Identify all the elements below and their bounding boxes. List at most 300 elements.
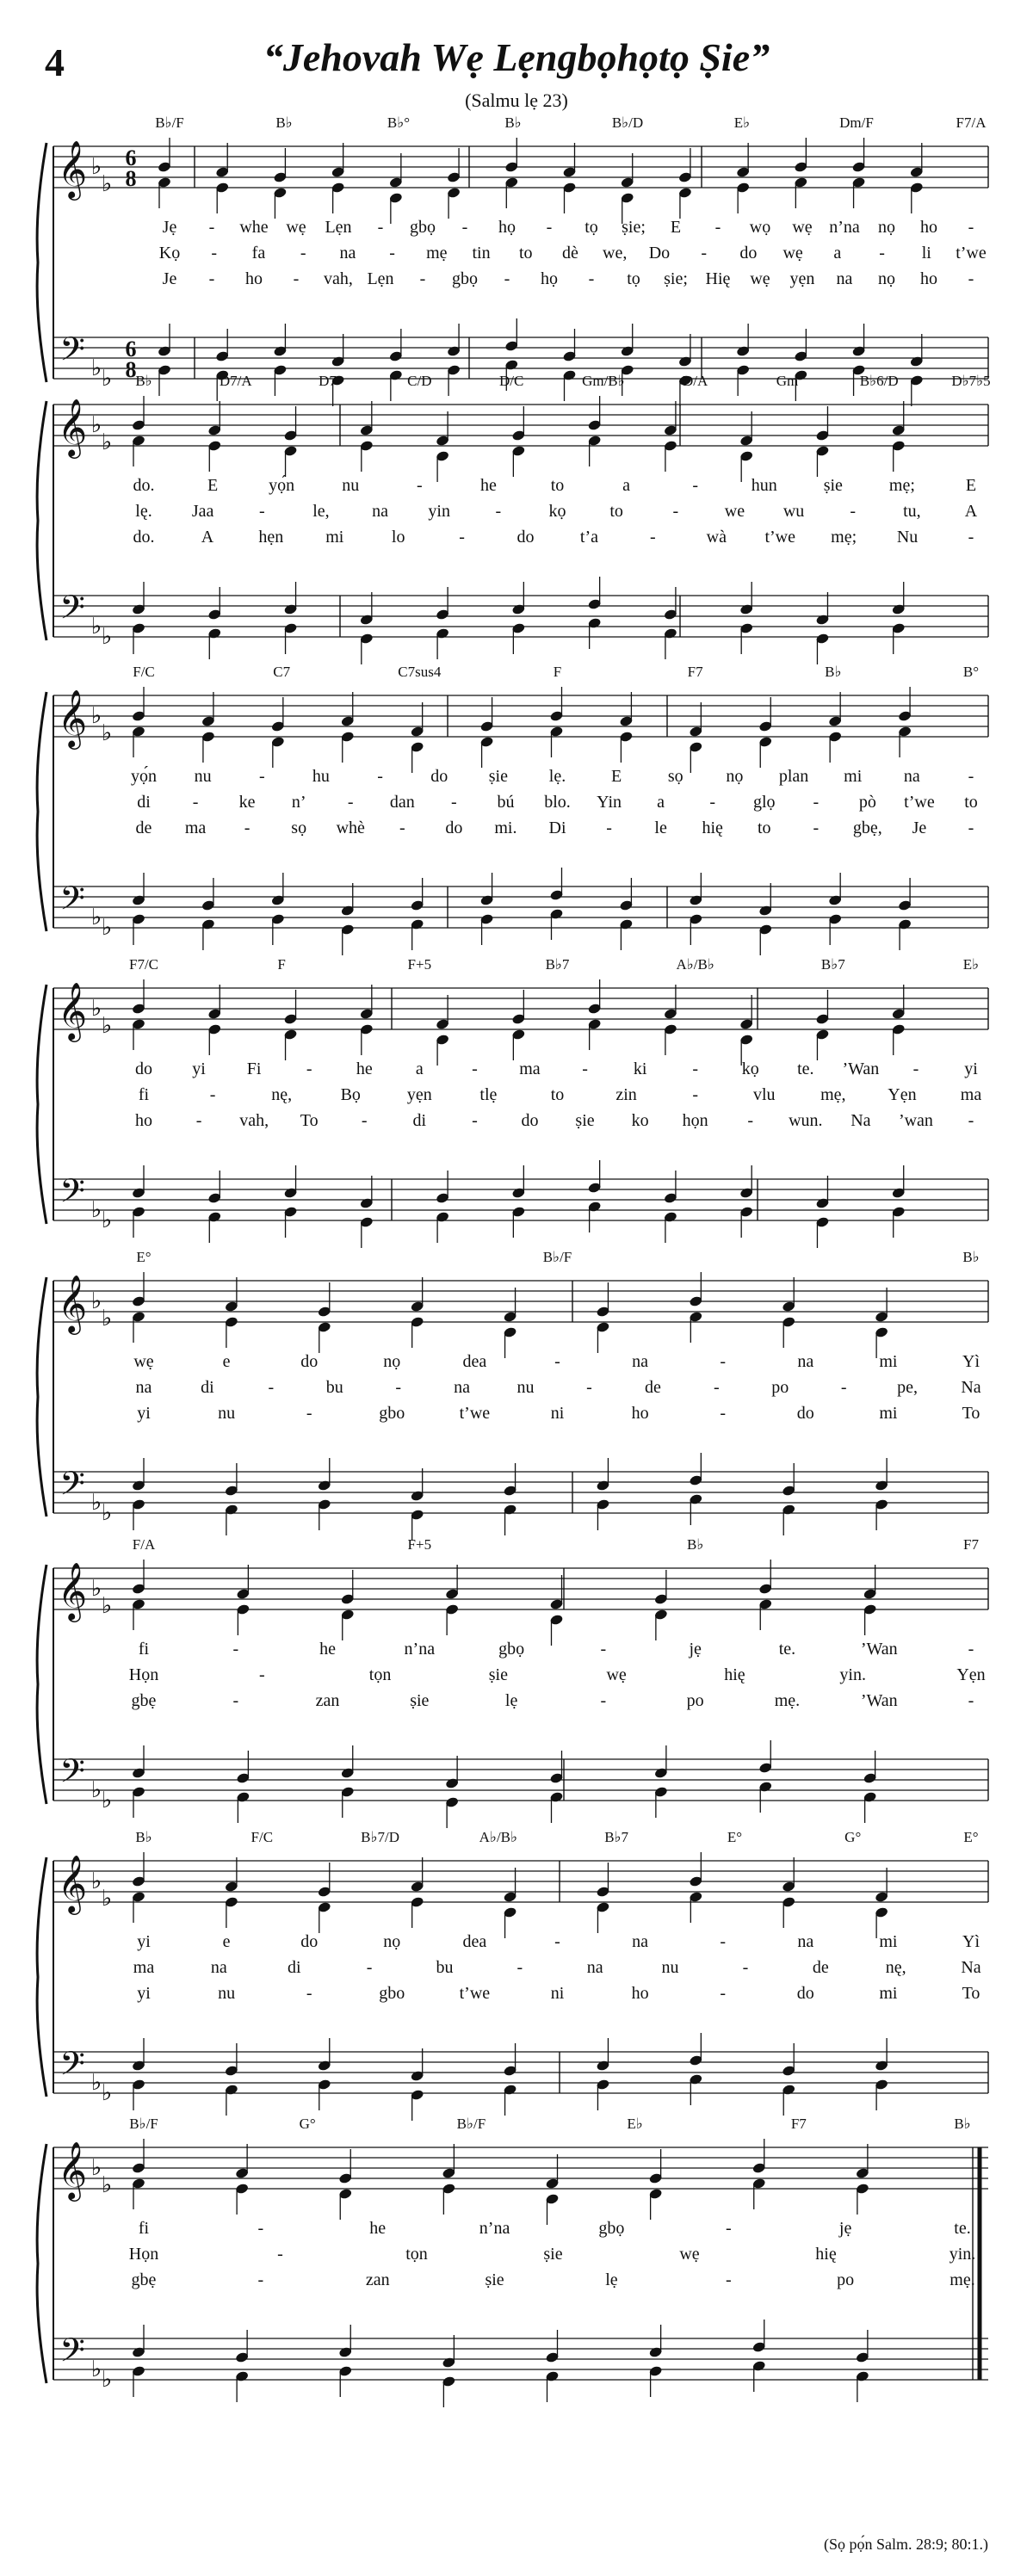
lyric-hyphen: - xyxy=(672,502,679,521)
lyric-syllable: Yẹn xyxy=(956,1665,986,1684)
lyric-syllable: lo xyxy=(391,528,405,547)
system-brace xyxy=(37,143,46,382)
lyric-syllable: tọ xyxy=(585,218,598,237)
lyric-syllable: kọ xyxy=(741,1059,759,1078)
lyric-syllable: A xyxy=(201,528,214,547)
lyric-hyphen: - xyxy=(606,819,612,837)
lyric-hyphen: - xyxy=(495,502,502,521)
lyric-syllable: ma xyxy=(133,1958,155,1977)
lyric-syllable: Kọ xyxy=(158,244,181,263)
lyric-syllable: pò xyxy=(858,793,876,812)
lyric-hyphen: - xyxy=(720,1352,727,1371)
treble-clef: 𝄞 xyxy=(57,2142,88,2198)
lyric-syllable: n’na xyxy=(479,2219,510,2238)
chord-symbol: B♭ xyxy=(275,114,293,131)
time-signature-bottom-bass: 8 xyxy=(125,357,137,382)
lyric-syllable: nę, xyxy=(885,1958,906,1977)
lyric-hyphen: - xyxy=(208,218,215,237)
lyric-hyphen: - xyxy=(472,1111,478,1130)
lyric-syllable: Yin xyxy=(597,793,622,812)
lyric-hyphen: - xyxy=(472,1059,478,1078)
chord-symbol: B♭ xyxy=(954,2116,971,2132)
key-flat-b: ♭ xyxy=(90,412,102,437)
lyric-hyphen: - xyxy=(701,244,708,263)
lyric-hyphen: - xyxy=(399,819,405,837)
lyric-syllable: te. xyxy=(954,2219,971,2238)
lyric-syllable: e xyxy=(222,1932,231,1951)
lyric-syllable: e xyxy=(222,1352,231,1371)
key-flat-b-bass: ♭ xyxy=(90,2357,102,2381)
lyric-syllable: ni xyxy=(550,1984,565,2003)
chord-symbol: D/A xyxy=(683,373,708,389)
lyric-syllable: ṣie xyxy=(485,2270,504,2289)
key-flat-b-bass: ♭ xyxy=(90,2070,102,2095)
system-brace xyxy=(37,1565,46,1804)
lyric-syllable: na xyxy=(632,1352,649,1371)
treble-clef: 𝄞 xyxy=(57,1563,88,1619)
chord-symbol: E° xyxy=(136,1249,152,1265)
lyric-syllable: to xyxy=(550,476,565,495)
lyric-syllable: Na xyxy=(851,1111,871,1130)
lyric-hyphen: - xyxy=(968,767,974,786)
lyric-hyphen: - xyxy=(377,767,383,786)
lyric-syllable: nu xyxy=(218,1984,236,2003)
chord-symbol: F/A xyxy=(132,1536,156,1553)
key-flat-b-bass: ♭ xyxy=(90,614,102,639)
lyric-syllable: yi xyxy=(192,1059,206,1078)
lyric-syllable: n’na xyxy=(404,1640,436,1659)
lyric-syllable: sọ xyxy=(291,819,307,837)
chord-symbol: F7 xyxy=(790,2116,807,2132)
lyric-syllable: họ xyxy=(541,269,558,288)
lyric-syllable: gbọ xyxy=(410,218,436,237)
key-flat-e: ♭ xyxy=(101,1886,113,1911)
key-flat-b: ♭ xyxy=(90,154,102,179)
key-flat-e: ♭ xyxy=(101,1013,113,1038)
lyric-syllable: plan xyxy=(778,767,809,786)
lyric-hyphen: - xyxy=(713,1378,720,1397)
lyric-hyphen: - xyxy=(293,269,300,288)
lyric-syllable: wun. xyxy=(789,1111,823,1130)
lyric-syllable: hun xyxy=(751,476,777,495)
time-signature-top: 6 xyxy=(125,145,137,170)
lyric-syllable: na xyxy=(339,244,356,263)
key-flat-e: ♭ xyxy=(101,429,113,454)
lyric-syllable: Bọ xyxy=(340,1085,361,1104)
lyric-syllable: yi xyxy=(137,1932,151,1951)
lyric-syllable: di xyxy=(201,1378,214,1397)
lyric-hyphen: - xyxy=(504,269,510,288)
key-flat-e-bass: ♭ xyxy=(101,1500,113,1525)
lyric-syllable: fi xyxy=(138,2219,150,2238)
lyric-syllable: bu xyxy=(436,1958,454,1977)
lyric-syllable: dan xyxy=(389,793,415,812)
chord-symbol: F7 xyxy=(687,664,703,680)
lyric-syllable: he xyxy=(369,2219,387,2238)
lyric-syllable: Do xyxy=(648,244,671,263)
lyric-syllable: ’Wan xyxy=(860,1640,898,1659)
key-flat-b-bass: ♭ xyxy=(90,905,102,930)
chord-symbol: G° xyxy=(299,2116,316,2132)
lyric-syllable: na xyxy=(372,502,389,521)
lyric-hyphen: - xyxy=(650,528,656,547)
chord-symbol: D♭7♭5 xyxy=(951,373,991,389)
lyric-syllable: Yẹn xyxy=(888,1085,917,1104)
lyric-hyphen: - xyxy=(546,218,553,237)
lyric-hyphen: - xyxy=(461,218,468,237)
lyric-hyphen: - xyxy=(968,269,974,288)
lyric-syllable: na xyxy=(903,767,920,786)
footnote: (Sọ pọ́n Salm. 28:9; 80:1.) xyxy=(823,2536,988,2553)
lyric-hyphen: - xyxy=(257,2219,264,2238)
lyric-syllable: mẹ; xyxy=(831,528,857,547)
lyric-syllable: na xyxy=(632,1932,649,1951)
lyric-hyphen: - xyxy=(968,1111,974,1130)
chord-symbol: F7 xyxy=(963,1536,979,1553)
chord-symbol: F/C xyxy=(251,1829,274,1845)
chord-symbol: B♭° xyxy=(387,114,411,131)
chord-symbol: B♭6/D xyxy=(859,373,899,389)
chord-symbol: F xyxy=(277,956,286,973)
lyric-syllable: ma xyxy=(184,819,207,837)
key-flat-e-bass: ♭ xyxy=(101,1208,113,1232)
lyric-syllable: a xyxy=(833,244,842,263)
key-flat-b: ♭ xyxy=(90,1869,102,1893)
chord-symbol: B♭7 xyxy=(820,956,845,973)
chord-symbol: F7/C xyxy=(128,956,159,973)
lyric-hyphen: - xyxy=(306,1404,312,1423)
lyric-syllable: na xyxy=(135,1378,152,1397)
lyric-syllable: Họn xyxy=(128,2245,159,2264)
chord-symbol: B♭ xyxy=(962,1249,980,1265)
lyric-syllable: ko xyxy=(631,1111,649,1130)
lyric-syllable: ma xyxy=(960,1085,982,1104)
lyric-syllable: ni xyxy=(550,1404,565,1423)
lyric-syllable: te. xyxy=(797,1059,814,1078)
lyric-syllable: ki xyxy=(633,1059,647,1078)
lyric-hyphen: - xyxy=(419,269,426,288)
lyric-syllable: mi xyxy=(879,1352,898,1371)
lyric-syllable: Na xyxy=(961,1958,981,1977)
lyric-syllable: To xyxy=(962,1404,980,1423)
lyric-syllable: n’na xyxy=(829,218,860,237)
lyric-syllable: a xyxy=(415,1059,424,1078)
system-brace xyxy=(37,401,46,640)
key-flat-e-bass: ♭ xyxy=(101,2080,113,2105)
key-flat-b: ♭ xyxy=(90,703,102,728)
lyric-syllable: wẹ xyxy=(286,218,306,237)
chord-symbol: A♭/B♭ xyxy=(676,956,714,973)
lyric-hyphen: - xyxy=(244,819,251,837)
lyric-syllable: fi xyxy=(138,1640,150,1659)
key-flat-e-bass: ♭ xyxy=(101,366,113,391)
lyric-syllable: wẹ xyxy=(679,2245,700,2264)
lyric-hyphen: - xyxy=(554,1932,560,1951)
lyric-hyphen: - xyxy=(968,1640,974,1659)
lyric-syllable: nọ xyxy=(383,1932,401,1951)
bass-clef: 𝄢 xyxy=(59,880,85,924)
chord-symbol: G° xyxy=(844,1829,862,1845)
lyric-hyphen: - xyxy=(692,476,699,495)
lyric-syllable: to xyxy=(550,1085,565,1104)
lyric-syllable: kọ xyxy=(548,502,566,521)
lyric-syllable: le xyxy=(654,819,667,837)
lyric-hyphen: - xyxy=(459,528,465,547)
key-flat-b-bass: ♭ xyxy=(90,355,102,380)
lyric-syllable: ’Wan xyxy=(860,1691,898,1710)
treble-clef: 𝄞 xyxy=(57,1856,88,1912)
chord-symbol: E♭ xyxy=(733,114,751,131)
lyric-syllable: nu xyxy=(516,1378,535,1397)
lyric-syllable: he xyxy=(356,1059,373,1078)
lyric-syllable: lẹ xyxy=(605,2270,618,2289)
lyric-syllable: ṣie xyxy=(488,1665,508,1684)
lyric-hyphen: - xyxy=(257,2270,264,2289)
lyric-syllable: dea xyxy=(462,1932,487,1951)
lyric-hyphen: - xyxy=(268,1378,275,1397)
lyric-syllable: gbọ xyxy=(498,1640,525,1659)
treble-clef: 𝄞 xyxy=(57,983,88,1039)
chord-symbol: B° xyxy=(962,664,980,680)
lyric-hyphen: - xyxy=(361,1111,368,1130)
lyric-syllable: whe xyxy=(239,218,269,237)
lyric-syllable: mi xyxy=(879,1404,898,1423)
lyric-hyphen: - xyxy=(912,1059,919,1078)
key-flat-e: ♭ xyxy=(101,720,113,745)
lyric-syllable: hię xyxy=(724,1665,745,1684)
lyric-hyphen: - xyxy=(747,1111,754,1130)
lyric-hyphen: - xyxy=(840,1378,847,1397)
lyric-hyphen: - xyxy=(586,1378,592,1397)
lyric-syllable: Yì xyxy=(962,1352,980,1371)
treble-clef: 𝄞 xyxy=(57,1276,88,1331)
lyric-syllable: yẹn xyxy=(789,269,815,288)
lyric-syllable: Fi xyxy=(246,1059,262,1078)
key-flat-e: ♭ xyxy=(101,1306,113,1331)
bass-clef: 𝄢 xyxy=(59,1466,85,1510)
lyric-syllable: A xyxy=(964,502,978,521)
lyric-syllable: yẹn xyxy=(406,1085,432,1104)
lyric-syllable: na xyxy=(454,1378,471,1397)
lyric-syllable: na xyxy=(797,1932,814,1951)
lyric-syllable: Jẹ xyxy=(162,218,177,237)
lyric-syllable: a xyxy=(657,793,665,812)
lyric-syllable: vlu xyxy=(752,1085,776,1104)
lyric-syllable: t’we xyxy=(459,1404,491,1423)
lyric-hyphen: - xyxy=(968,819,974,837)
lyric-hyphen: - xyxy=(195,1111,202,1130)
lyric-syllable: t’we xyxy=(764,528,796,547)
lyric-syllable: nę, xyxy=(271,1085,293,1104)
lyric-syllable: na xyxy=(210,1958,227,1977)
treble-clef: 𝄞 xyxy=(57,690,88,746)
lyric-syllable: nu xyxy=(218,1404,236,1423)
lyric-hyphen: - xyxy=(277,2245,283,2264)
lyric-syllable: gbọ xyxy=(598,2219,625,2238)
chord-symbol: B♭/F xyxy=(456,2116,486,2132)
lyric-hyphen: - xyxy=(742,1958,749,1977)
lyric-syllable: ho xyxy=(631,1984,649,2003)
lyric-syllable: de xyxy=(644,1378,661,1397)
lyric-syllable: tọn xyxy=(405,2245,428,2264)
lyric-syllable: mi xyxy=(325,528,344,547)
lyric-syllable: mẹ xyxy=(426,244,448,263)
bass-clef: 𝄢 xyxy=(59,1173,85,1217)
bass-clef: 𝄢 xyxy=(59,2332,85,2376)
lyric-hyphen: - xyxy=(813,819,820,837)
lyric-syllable: wẹ xyxy=(750,269,770,288)
lyric-syllable: ho xyxy=(135,1111,152,1130)
lyric-syllable: do xyxy=(430,767,448,786)
lyric-syllable: te. xyxy=(778,1640,796,1659)
chord-symbol: B♭/F xyxy=(155,114,184,131)
bass-clef: 𝄢 xyxy=(59,1753,85,1797)
lyric-syllable: gbo xyxy=(379,1404,405,1423)
lyric-syllable: mẹ, xyxy=(820,1085,846,1104)
lyric-syllable: li xyxy=(921,244,931,263)
chord-symbol: E° xyxy=(727,1829,743,1845)
time-signature-bottom: 8 xyxy=(125,166,137,191)
lyric-syllable: lę. xyxy=(135,502,152,521)
lyric-hyphen: - xyxy=(395,1378,402,1397)
lyric-syllable: zan xyxy=(315,1691,340,1710)
key-flat-e: ♭ xyxy=(101,2172,113,2197)
lyric-syllable: yi xyxy=(964,1059,978,1078)
lyric-syllable: to xyxy=(757,819,771,837)
lyric-syllable: wẹ xyxy=(792,218,813,237)
lyric-syllable: na xyxy=(586,1958,603,1977)
lyric-syllable: jẹ xyxy=(838,2219,852,2238)
lyric-syllable: hię xyxy=(702,819,723,837)
lyric-hyphen: - xyxy=(968,218,974,237)
lyric-hyphen: - xyxy=(192,793,199,812)
chord-symbol: B♭ xyxy=(686,1536,704,1553)
lyric-syllable: to xyxy=(518,244,533,263)
lyric-syllable: whè xyxy=(336,819,365,837)
lyric-syllable: t’we xyxy=(459,1984,491,2003)
lyric-syllable: do. xyxy=(133,476,155,495)
lyric-syllable: fi xyxy=(138,1085,150,1104)
system-brace xyxy=(37,1277,46,1517)
lyric-syllable: do xyxy=(796,1984,814,2003)
chord-symbol: F+5 xyxy=(407,1536,432,1553)
lyric-hyphen: - xyxy=(208,269,215,288)
lyric-syllable: dea xyxy=(462,1352,487,1371)
bass-clef: 𝄢 xyxy=(59,590,85,633)
lyric-syllable: nu xyxy=(342,476,360,495)
key-flat-e-bass: ♭ xyxy=(101,2367,113,2392)
lyric-syllable: ma xyxy=(519,1059,541,1078)
key-flat-b: ♭ xyxy=(90,1576,102,1601)
lyric-syllable: we, xyxy=(603,244,628,263)
lyric-syllable: ṣie xyxy=(488,767,508,786)
lyric-hyphen: - xyxy=(300,244,306,263)
lyric-hyphen: - xyxy=(258,502,265,521)
lyric-syllable: mi xyxy=(844,767,863,786)
time-signature-top-bass: 6 xyxy=(125,337,137,361)
lyric-syllable: wà xyxy=(706,528,727,547)
lyric-hyphen: - xyxy=(968,528,974,547)
lyric-syllable: do xyxy=(796,1404,814,1423)
lyric-hyphen: - xyxy=(692,1085,699,1104)
chord-symbol: B♭ xyxy=(825,664,842,680)
lyric-syllable: do xyxy=(135,1059,152,1078)
lyric-syllable: mi xyxy=(879,1932,898,1951)
lyric-syllable: họ xyxy=(498,218,516,237)
lyric-syllable: ’Wan xyxy=(842,1059,880,1078)
lyric-syllable: lẹ xyxy=(504,1691,518,1710)
lyric-syllable: Je xyxy=(162,269,177,288)
song-title: “Jehovah Wẹ Lẹngbọhọtọ Ṣie” xyxy=(263,35,770,79)
lyric-syllable: ’wan xyxy=(898,1111,933,1130)
chord-symbol: F7/A xyxy=(956,114,987,131)
chord-symbol: B♭7 xyxy=(545,956,570,973)
lyric-syllable: do xyxy=(521,1111,539,1130)
chord-symbol: B♭ xyxy=(135,373,152,389)
lyric-syllable: tin xyxy=(472,244,491,263)
lyric-syllable: tọ xyxy=(627,269,640,288)
lyric-syllable: Nu xyxy=(896,528,919,547)
lyric-syllable: E xyxy=(611,767,622,786)
lyric-syllable: gbo xyxy=(379,1984,405,2003)
lyric-syllable: ho xyxy=(245,269,263,288)
lyric-hyphen: - xyxy=(714,218,721,237)
key-flat-b: ♭ xyxy=(90,1288,102,1313)
treble-clef: 𝄞 xyxy=(57,141,88,197)
lyric-hyphen: - xyxy=(377,218,384,237)
lyric-syllable: do xyxy=(739,244,758,263)
lyric-syllable: họn xyxy=(682,1111,708,1130)
chord-symbol: C/D xyxy=(407,373,432,389)
lyric-syllable: ṣie xyxy=(543,2245,563,2264)
lyric-syllable: di xyxy=(287,1958,301,1977)
lyric-hyphen: - xyxy=(582,1059,588,1078)
lyric-syllable: nọ xyxy=(383,1352,401,1371)
lyric-syllable: hẹn xyxy=(258,528,284,547)
lyric-syllable: do xyxy=(300,1932,319,1951)
lyric-syllable: zan xyxy=(365,2270,390,2289)
lyric-syllable: do. xyxy=(133,528,155,547)
lyric-hyphen: - xyxy=(211,244,218,263)
lyric-hyphen: - xyxy=(232,1640,239,1659)
lyric-syllable: yọ́n xyxy=(269,476,295,495)
chord-symbol: B♭7 xyxy=(604,1829,629,1845)
lyric-syllable: Lẹn xyxy=(325,218,352,237)
lyric-hyphen: - xyxy=(600,1691,607,1710)
lyric-syllable: yi xyxy=(137,1984,151,2003)
chord-symbol: B♭/F xyxy=(542,1249,572,1265)
lyric-syllable: di xyxy=(412,1111,427,1130)
key-flat-b-bass: ♭ xyxy=(90,1197,102,1222)
lyric-syllable: wọ xyxy=(749,218,771,237)
lyric-syllable: sọ xyxy=(667,767,684,786)
lyric-syllable: mi. xyxy=(494,819,517,837)
lyric-syllable: yin xyxy=(428,502,450,521)
key-flat-e: ♭ xyxy=(101,1593,113,1618)
lyric-hyphen: - xyxy=(600,1640,607,1659)
system-brace xyxy=(37,1857,46,2097)
lyric-syllable: tu, xyxy=(903,502,921,521)
lyric-syllable: ṣie xyxy=(823,476,843,495)
lyric-hyphen: - xyxy=(968,1691,974,1710)
lyric-syllable: To xyxy=(300,1111,319,1130)
lyric-syllable: Yì xyxy=(962,1932,980,1951)
lyric-syllable: Họn xyxy=(128,1665,159,1684)
lyric-syllable: nu xyxy=(661,1958,679,1977)
lyric-syllable: po xyxy=(771,1378,789,1397)
lyric-syllable: yọ́n xyxy=(131,767,157,786)
lyric-syllable: hię xyxy=(815,2245,837,2264)
